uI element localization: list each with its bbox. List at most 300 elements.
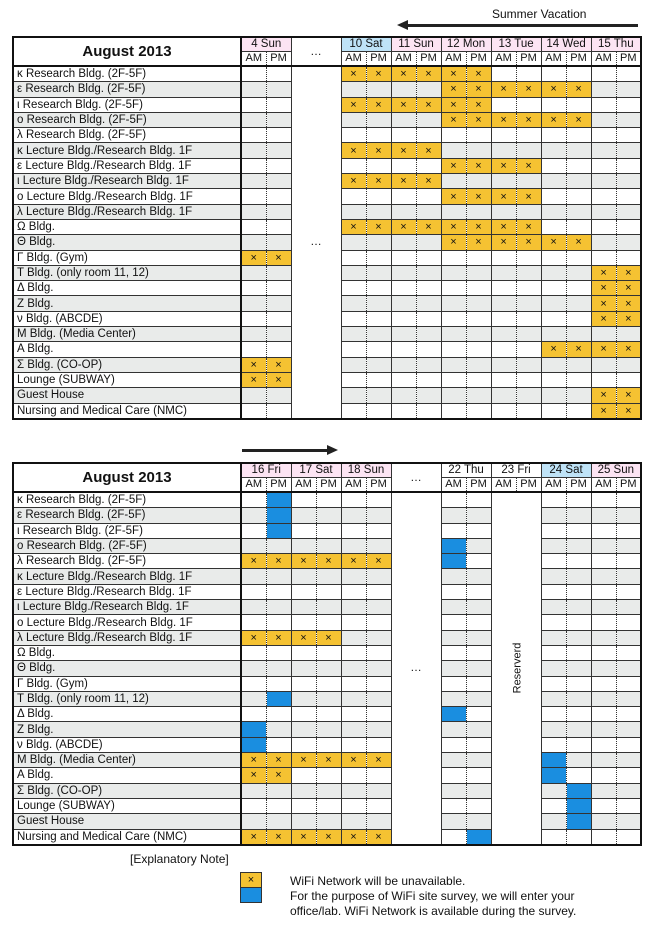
cell-empty — [466, 569, 491, 584]
cell-empty — [366, 204, 391, 219]
cell-wifi-unavailable: × — [516, 158, 541, 173]
cell-empty — [341, 508, 366, 523]
skipped-days-gap — [291, 66, 341, 419]
cell-empty — [566, 388, 591, 403]
skipped-days-ellipsis: … — [291, 37, 341, 66]
cell-empty — [241, 600, 266, 615]
cell-empty — [616, 327, 641, 342]
cell-wifi-unavailable: × — [516, 82, 541, 97]
legend-title: [Explanatory Note] — [130, 852, 229, 866]
cell-empty — [366, 265, 391, 280]
cell-empty — [266, 82, 291, 97]
building-label: Ζ Bldg. — [13, 296, 241, 311]
cell-empty — [366, 538, 391, 553]
cell-empty — [441, 327, 466, 342]
cell-empty — [266, 737, 291, 752]
building-label: ν Bldg. (ABCDE) — [13, 737, 241, 752]
cell-wifi-unavailable: × — [591, 265, 616, 280]
cell-empty — [616, 676, 641, 691]
cell-empty — [466, 722, 491, 737]
cell-empty — [391, 388, 416, 403]
building-label: ε Research Bldg. (2F-5F) — [13, 82, 241, 97]
cell-empty — [491, 66, 516, 82]
arrow-head-left-icon — [397, 20, 408, 30]
cell-wifi-unavailable: × — [541, 342, 566, 357]
cell-empty — [366, 82, 391, 97]
cell-empty — [566, 250, 591, 265]
cell-empty — [441, 737, 466, 752]
reserved-label: Reserverd — [510, 643, 523, 694]
cell-wifi-unavailable: × — [366, 97, 391, 112]
skipped-days-ellipsis: … — [391, 463, 441, 492]
cell-empty — [591, 783, 616, 798]
cell-empty — [516, 296, 541, 311]
cell-empty — [266, 814, 291, 829]
building-row — [13, 722, 641, 737]
building-label: Nursing and Medical Care (NMC) — [13, 403, 241, 419]
cell-empty — [366, 615, 391, 630]
building-label: ε Lecture Bldg./Research Bldg. 1F — [13, 584, 241, 599]
cell-empty — [541, 327, 566, 342]
cell-empty — [491, 281, 516, 296]
building-row — [13, 600, 641, 615]
cell-empty — [591, 327, 616, 342]
cell-empty — [266, 265, 291, 280]
cell-empty — [241, 158, 266, 173]
cell-empty — [516, 311, 541, 326]
cell-wifi-unavailable: × — [416, 143, 441, 158]
cell-empty — [241, 296, 266, 311]
cell-wifi-unavailable: × — [241, 753, 266, 768]
cell-empty — [541, 311, 566, 326]
building-row — [13, 691, 641, 706]
cell-empty — [316, 783, 341, 798]
cell-empty — [241, 327, 266, 342]
cell-empty — [416, 265, 441, 280]
cell-empty — [341, 296, 366, 311]
cell-wifi-unavailable: × — [366, 753, 391, 768]
cell-wifi-unavailable: × — [241, 768, 266, 783]
cell-empty — [366, 158, 391, 173]
day-header: 18 Sun — [341, 463, 391, 478]
cell-empty — [341, 661, 366, 676]
cell-wifi-unavailable: × — [341, 554, 366, 569]
cell-empty — [591, 523, 616, 538]
cell-empty — [341, 538, 366, 553]
cell-empty — [416, 128, 441, 143]
cell-empty — [466, 661, 491, 676]
pm-header: PM — [366, 478, 391, 493]
cell-empty — [616, 112, 641, 127]
cell-empty — [541, 403, 566, 419]
cell-site-survey — [566, 814, 591, 829]
cell-empty — [516, 342, 541, 357]
cell-wifi-unavailable: × — [391, 174, 416, 189]
cell-wifi-unavailable: × — [291, 753, 316, 768]
cell-wifi-unavailable: × — [291, 630, 316, 645]
building-label: Lounge (SUBWAY) — [13, 372, 241, 387]
cell-site-survey — [541, 768, 566, 783]
building-row — [13, 523, 641, 538]
cell-wifi-unavailable: × — [591, 311, 616, 326]
cell-empty — [591, 97, 616, 112]
cell-empty — [241, 311, 266, 326]
cell-wifi-unavailable: × — [441, 189, 466, 204]
building-label: ο Lecture Bldg./Research Bldg. 1F — [13, 189, 241, 204]
cell-empty — [516, 265, 541, 280]
cell-empty — [566, 403, 591, 419]
cell-empty — [241, 538, 266, 553]
building-label: Δ Bldg. — [13, 707, 241, 722]
cell-empty — [591, 112, 616, 127]
cell-wifi-unavailable: × — [616, 296, 641, 311]
cell-empty — [466, 403, 491, 419]
cell-empty — [291, 661, 316, 676]
cell-empty — [466, 492, 491, 508]
cell-wifi-unavailable: × — [591, 281, 616, 296]
cell-empty — [366, 707, 391, 722]
cell-empty — [591, 235, 616, 250]
cell-empty — [516, 250, 541, 265]
cell-wifi-unavailable: × — [266, 753, 291, 768]
cell-empty — [541, 554, 566, 569]
am-header: AM — [291, 478, 316, 493]
cell-empty — [291, 584, 316, 599]
cell-empty — [541, 783, 566, 798]
cell-wifi-unavailable: × — [341, 829, 366, 845]
building-row — [13, 783, 641, 798]
building-label: λ Research Bldg. (2F-5F) — [13, 554, 241, 569]
cell-wifi-unavailable: × — [616, 311, 641, 326]
cell-empty — [291, 722, 316, 737]
cell-wifi-unavailable: × — [316, 829, 341, 845]
cell-empty — [291, 569, 316, 584]
am-header: AM — [541, 478, 566, 493]
cell-empty — [566, 707, 591, 722]
cell-empty — [366, 645, 391, 660]
cell-empty — [241, 66, 266, 82]
cell-empty — [316, 691, 341, 706]
cell-empty — [566, 615, 591, 630]
cell-empty — [616, 615, 641, 630]
cell-empty — [266, 676, 291, 691]
cell-empty — [541, 296, 566, 311]
cell-empty — [541, 174, 566, 189]
cell-empty — [566, 128, 591, 143]
building-row — [13, 829, 641, 845]
cell-empty — [441, 661, 466, 676]
cell-wifi-unavailable: × — [391, 143, 416, 158]
cell-wifi-unavailable: × — [416, 97, 441, 112]
cell-empty — [616, 630, 641, 645]
cell-wifi-unavailable: × — [566, 342, 591, 357]
cell-wifi-unavailable: × — [616, 281, 641, 296]
cell-empty — [466, 538, 491, 553]
cell-empty — [416, 357, 441, 372]
cell-empty — [316, 722, 341, 737]
cell-empty — [266, 707, 291, 722]
cell-empty — [441, 783, 466, 798]
cell-empty — [316, 768, 341, 783]
cell-empty — [516, 66, 541, 82]
cell-empty — [566, 768, 591, 783]
cell-site-survey — [266, 523, 291, 538]
cell-empty — [266, 584, 291, 599]
cell-empty — [566, 219, 591, 234]
cell-empty — [241, 342, 266, 357]
pm-header: PM — [416, 52, 441, 67]
am-header: AM — [441, 52, 466, 67]
cell-empty — [266, 615, 291, 630]
building-label: κ Research Bldg. (2F-5F) — [13, 492, 241, 508]
cell-wifi-unavailable: × — [616, 388, 641, 403]
cell-empty — [466, 357, 491, 372]
cell-empty — [441, 403, 466, 419]
legend-swatch-unavailable: × — [240, 872, 262, 888]
cell-empty — [366, 569, 391, 584]
cell-empty — [266, 219, 291, 234]
am-header: AM — [241, 478, 266, 493]
cell-empty — [391, 327, 416, 342]
cell-empty — [441, 798, 466, 813]
cell-empty — [266, 158, 291, 173]
cell-empty — [466, 783, 491, 798]
cell-empty — [341, 814, 366, 829]
cell-empty — [616, 538, 641, 553]
cell-empty — [591, 829, 616, 845]
cell-wifi-unavailable: × — [316, 554, 341, 569]
cell-empty — [266, 174, 291, 189]
cell-wifi-unavailable: × — [616, 403, 641, 419]
cell-empty — [591, 676, 616, 691]
building-label: Nursing and Medical Care (NMC) — [13, 829, 241, 845]
cell-wifi-unavailable: × — [441, 158, 466, 173]
cell-empty — [541, 523, 566, 538]
day-header: 25 Sun — [591, 463, 641, 478]
cell-empty — [541, 798, 566, 813]
cell-empty — [341, 523, 366, 538]
building-label: Μ Bldg. (Media Center) — [13, 327, 241, 342]
cell-empty — [441, 676, 466, 691]
building-label: κ Lecture Bldg./Research Bldg. 1F — [13, 143, 241, 158]
building-label: Θ Bldg. — [13, 235, 241, 250]
cell-empty — [266, 112, 291, 127]
cell-empty — [491, 388, 516, 403]
cell-empty — [591, 128, 616, 143]
cell-empty — [566, 372, 591, 387]
cell-empty — [316, 492, 341, 508]
cell-empty — [466, 204, 491, 219]
building-row — [13, 661, 641, 676]
cell-wifi-unavailable: × — [366, 554, 391, 569]
cell-empty — [616, 600, 641, 615]
cell-empty — [541, 204, 566, 219]
cell-wifi-unavailable: × — [241, 630, 266, 645]
cell-empty — [366, 250, 391, 265]
cell-empty — [441, 372, 466, 387]
cell-empty — [316, 645, 341, 660]
day-header: 4 Sun — [241, 37, 291, 52]
cell-empty — [391, 311, 416, 326]
cell-empty — [566, 569, 591, 584]
cell-wifi-unavailable: × — [366, 219, 391, 234]
cell-empty — [516, 388, 541, 403]
cell-empty — [541, 829, 566, 845]
cell-empty — [591, 66, 616, 82]
cell-empty — [266, 327, 291, 342]
cell-wifi-unavailable: × — [491, 235, 516, 250]
cell-wifi-unavailable: × — [516, 112, 541, 127]
cell-empty — [566, 327, 591, 342]
cell-empty — [416, 388, 441, 403]
arrow-head-right-icon — [327, 445, 338, 455]
cell-empty — [291, 676, 316, 691]
cell-wifi-unavailable: × — [266, 357, 291, 372]
cell-empty — [341, 783, 366, 798]
cell-empty — [566, 722, 591, 737]
cell-empty — [416, 189, 441, 204]
cell-empty — [266, 538, 291, 553]
cell-empty — [466, 508, 491, 523]
cell-empty — [491, 372, 516, 387]
building-row — [13, 66, 641, 82]
cell-empty — [541, 128, 566, 143]
cell-empty — [416, 204, 441, 219]
continuation-arrow — [242, 449, 328, 452]
pm-header: PM — [266, 478, 291, 493]
cell-empty — [566, 661, 591, 676]
cell-empty — [541, 281, 566, 296]
cell-empty — [516, 204, 541, 219]
cell-empty — [591, 82, 616, 97]
cell-empty — [541, 584, 566, 599]
cell-empty — [616, 189, 641, 204]
cell-empty — [616, 645, 641, 660]
cell-empty — [366, 584, 391, 599]
cell-empty — [616, 508, 641, 523]
cell-wifi-unavailable: × — [441, 112, 466, 127]
cell-empty — [616, 737, 641, 752]
cell-empty — [616, 829, 641, 845]
pm-header: PM — [616, 478, 641, 493]
cell-wifi-unavailable: × — [591, 296, 616, 311]
day-header: 17 Sat — [291, 463, 341, 478]
building-label: Τ Bldg. (only room 11, 12) — [13, 691, 241, 706]
cell-empty — [341, 707, 366, 722]
cell-empty — [366, 722, 391, 737]
cell-empty — [241, 97, 266, 112]
cell-empty — [491, 265, 516, 280]
cell-empty — [466, 388, 491, 403]
cell-empty — [591, 250, 616, 265]
cell-empty — [391, 281, 416, 296]
cell-empty — [566, 676, 591, 691]
cell-empty — [416, 311, 441, 326]
cell-empty — [541, 569, 566, 584]
cell-empty — [366, 783, 391, 798]
cell-empty — [391, 82, 416, 97]
cell-empty — [616, 753, 641, 768]
cell-empty — [341, 722, 366, 737]
cell-empty — [366, 814, 391, 829]
cell-empty — [616, 235, 641, 250]
cell-empty — [566, 691, 591, 706]
cell-empty — [466, 265, 491, 280]
cell-empty — [291, 783, 316, 798]
header-day-row — [13, 463, 641, 478]
building-row — [13, 707, 641, 722]
summer-vacation-arrow — [407, 24, 638, 27]
building-row — [13, 584, 641, 599]
cell-empty — [316, 538, 341, 553]
cell-empty — [591, 357, 616, 372]
cell-empty — [616, 372, 641, 387]
cell-empty — [466, 281, 491, 296]
cell-empty — [516, 174, 541, 189]
day-header: 10 Sat — [341, 37, 391, 52]
cell-empty — [516, 128, 541, 143]
cell-empty — [266, 798, 291, 813]
cell-empty — [241, 523, 266, 538]
cell-wifi-unavailable: × — [316, 753, 341, 768]
cell-wifi-unavailable: × — [241, 554, 266, 569]
building-label: Α Bldg. — [13, 768, 241, 783]
cell-empty — [416, 281, 441, 296]
cell-empty — [241, 82, 266, 97]
cell-empty — [341, 388, 366, 403]
cell-wifi-unavailable: × — [291, 554, 316, 569]
cell-empty — [416, 112, 441, 127]
cell-empty — [366, 327, 391, 342]
cell-empty — [566, 630, 591, 645]
cell-empty — [591, 707, 616, 722]
cell-empty — [341, 342, 366, 357]
cell-empty — [466, 250, 491, 265]
cell-empty — [291, 798, 316, 813]
cell-empty — [566, 829, 591, 845]
building-row — [13, 569, 641, 584]
cell-site-survey — [441, 538, 466, 553]
cell-empty — [291, 645, 316, 660]
cell-wifi-unavailable: × — [516, 189, 541, 204]
cell-empty — [591, 158, 616, 173]
cell-empty — [366, 600, 391, 615]
cell-empty — [591, 219, 616, 234]
cell-empty — [541, 492, 566, 508]
cell-wifi-unavailable: × — [266, 630, 291, 645]
cell-wifi-unavailable: × — [616, 342, 641, 357]
am-header: AM — [241, 52, 266, 67]
cell-empty — [341, 311, 366, 326]
cell-empty — [366, 676, 391, 691]
cell-empty — [541, 508, 566, 523]
cell-empty — [566, 281, 591, 296]
cell-empty — [266, 311, 291, 326]
cell-wifi-unavailable: × — [441, 97, 466, 112]
cell-empty — [441, 829, 466, 845]
cell-empty — [466, 676, 491, 691]
cell-empty — [516, 281, 541, 296]
building-label: ε Research Bldg. (2F-5F) — [13, 508, 241, 523]
cell-empty — [316, 737, 341, 752]
cell-empty — [366, 128, 391, 143]
table-title: August 2013 — [13, 463, 241, 492]
cell-wifi-unavailable: × — [341, 143, 366, 158]
cell-empty — [541, 538, 566, 553]
cell-wifi-unavailable: × — [391, 219, 416, 234]
cell-empty — [241, 707, 266, 722]
am-header: AM — [541, 52, 566, 67]
